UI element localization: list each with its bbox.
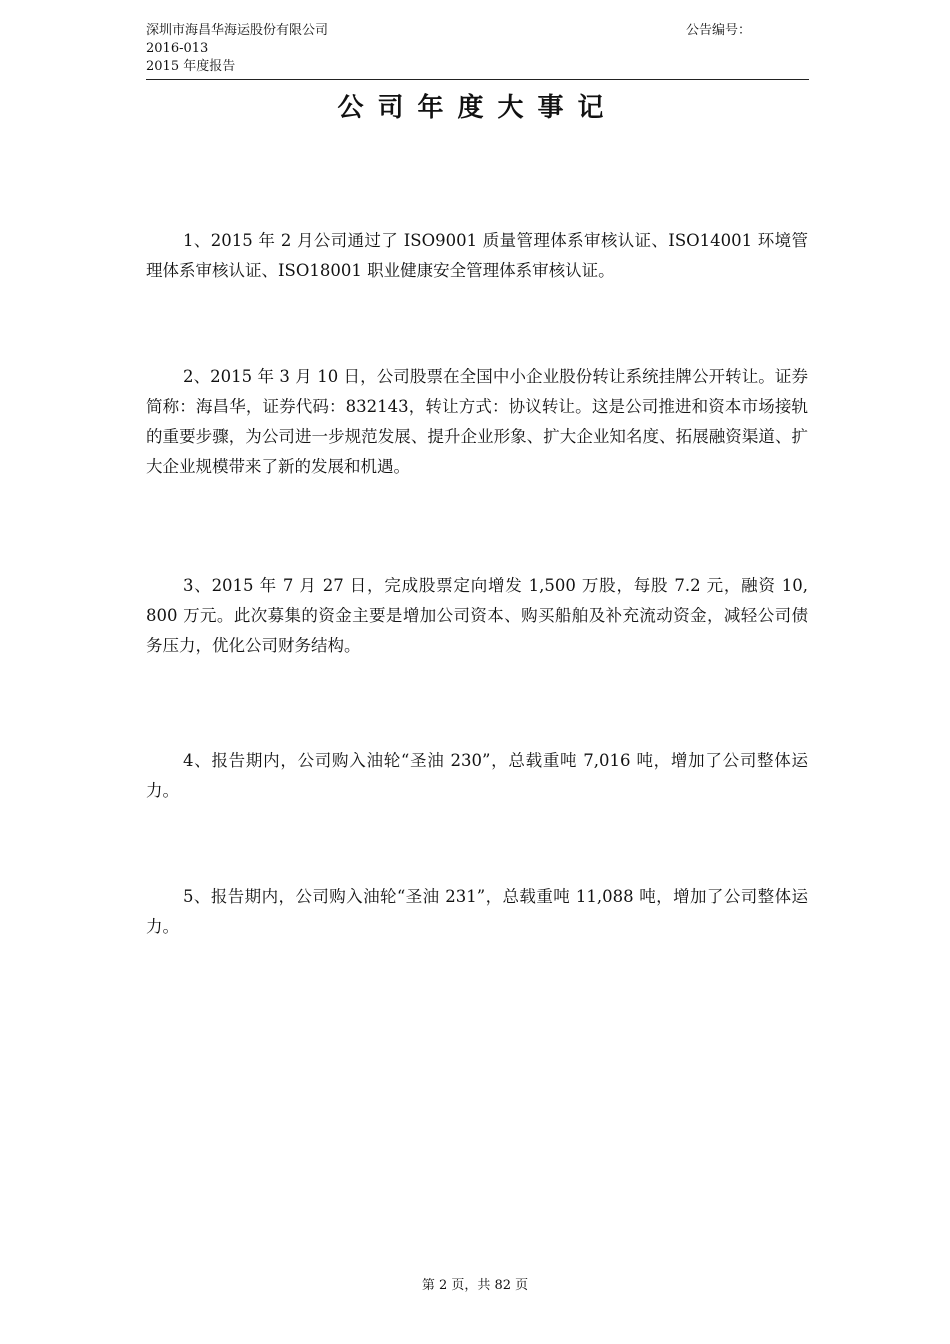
header-company-name: 深圳市海昌华海运股份有限公司 <box>146 23 329 38</box>
event-paragraph-2: 2、2015 年 3 月 10 日，公司股票在全国中小企业股份转让系统挂牌公开转让。证券简称：海昌华，证券代码：832143，转让方式：协议转让。这是公司推进和资本市场接轨的重要步骤，为公司进一步规范发展、提升企业形象、扩大企业知名度、拓展融资渠道、扩大企业规模带来了新的发展和机遇。 <box>146 367 808 476</box>
event-paragraph-5: 5、报告期内，公司购入油轮“圣油 231”，总载重吨 11,088 吨，增加了公司整体运力。 <box>146 887 808 936</box>
header-announcement-label: 公告编号： <box>685 23 751 38</box>
page-footer: 第 2 页，共 82 页 <box>421 1278 529 1293</box>
header-announcement-code: 2016-013 <box>146 41 209 56</box>
event-paragraph-1: 1、2015 年 2 月公司通过了 ISO9001 质量管理体系审核认证、ISO14001 环境管理体系审核认证、ISO18001 职业健康安全管理体系审核认证。 <box>146 231 808 280</box>
header-report-name: 2015 年度报告 <box>146 59 236 74</box>
event-paragraph-3: 3、2015 年 7 月 27 日，完成股票定向增发 1,500 万股，每股 7.2 元，融资 10, 800 万元。此次募集的资金主要是增加公司资本、购买船舶及补充流动资金，减轻公司债务压力，优化公司财务结构。 <box>146 576 808 655</box>
page-title: 公司年度大事记 <box>337 93 618 123</box>
page-header <box>146 22 809 76</box>
header-divider <box>146 79 809 80</box>
event-paragraph-4: 4、报告期内，公司购入油轮“圣油 230”，总载重吨 7,016 吨，增加了公司整体运力。 <box>146 751 808 800</box>
